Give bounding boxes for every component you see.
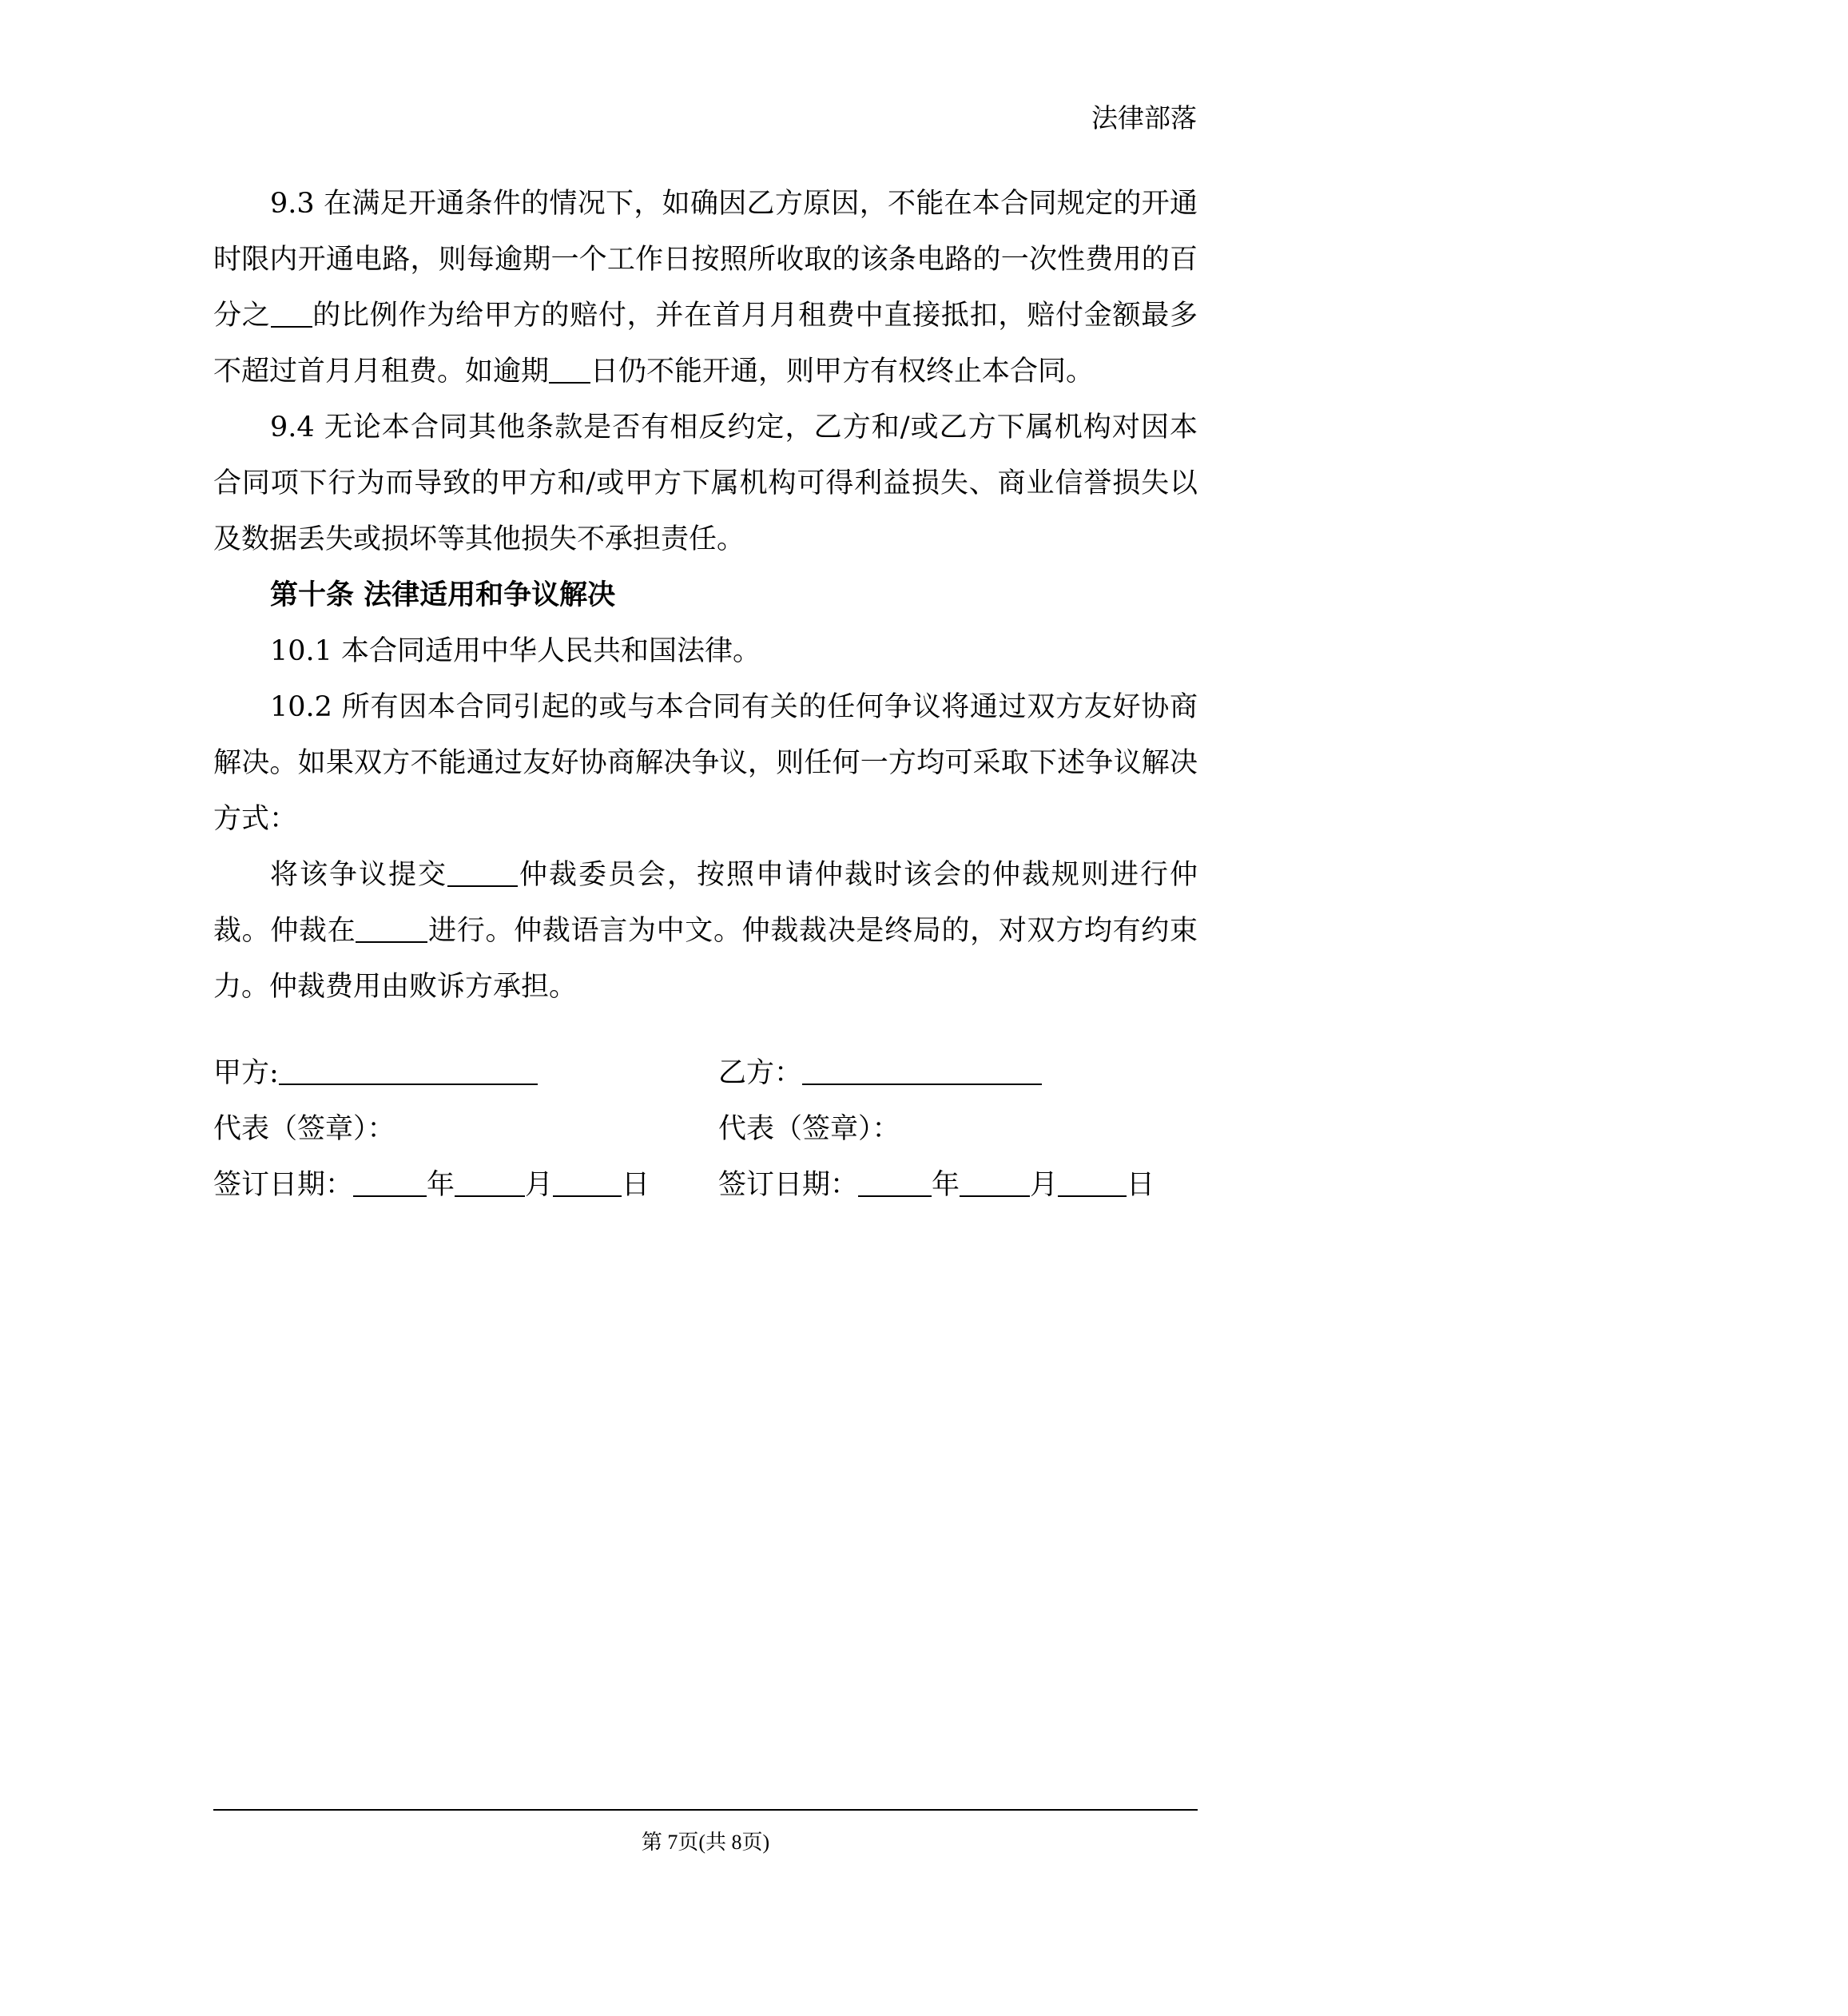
page-number: 第 7页(共 8页) (641, 1831, 770, 1854)
party-a-day-blank (553, 1166, 622, 1197)
party-a-name-blank (279, 1054, 538, 1085)
arbitration-part3: 进行。仲裁语言为中文。仲裁裁决是终局的，对双方均有约束力。仲裁费用由败诉方承担。 (213, 915, 1198, 1003)
clause-9-3-part2: 的比例作为给甲方的赔付，并在首月月租费中直接抵扣，赔付金额最多不超过首月月租费。如逾期 (213, 300, 1198, 388)
clause-9-3 (213, 176, 1198, 400)
party-a-day-label: 日 (622, 1169, 650, 1201)
party-b-date (718, 1157, 1155, 1213)
party-b-rep: 代表（签章）： (718, 1113, 900, 1145)
clause-9-3-part3: 日仍不能开通，则甲方有权终止本合同。 (590, 356, 1095, 388)
clause-9-4: 9.4 无论本合同其他条款是否有相反约定，乙方和/或乙方下属机构对因本合同项下行为而导致的甲方和/或甲方下属机构可得利益损失、商业信誉损失以及数据丢失或损坏等其他损失不承担责任。 (213, 412, 1198, 555)
contract-body (213, 176, 1198, 1015)
party-a-date (213, 1157, 650, 1213)
clause-10-2: 10.2 所有因本合同引起的或与本合同有关的任何争议将通过双方友好协商解决。如果双方不能通过友好协商解决争议，则任何一方均可采取下述争议解决方式： (213, 691, 1198, 835)
party-b-month-blank (960, 1166, 1030, 1197)
party-a-label: 甲方: (213, 1057, 279, 1089)
party-a-signature (213, 1045, 650, 1213)
arbitration-part1: 将该争议提交 (270, 859, 447, 891)
party-b-line (718, 1045, 1155, 1101)
party-b-day-blank (1058, 1166, 1127, 1197)
party-b-day-label: 日 (1127, 1169, 1155, 1201)
header-brand: 法律部落 (1091, 102, 1197, 133)
percentage-blank (271, 296, 312, 328)
party-b-year-blank (858, 1166, 932, 1197)
arbitration-place-blank (356, 912, 427, 943)
overdue-days-blank (549, 352, 590, 384)
party-a-date-label: 签订日期： (213, 1169, 354, 1201)
footer-divider (213, 1809, 1198, 1811)
party-a-year-label: 年 (427, 1169, 455, 1201)
party-b-signature (718, 1045, 1155, 1213)
party-b-month-label: 月 (1030, 1169, 1059, 1201)
party-a-year-blank (353, 1166, 427, 1197)
arbitration-part2: 仲裁委员会，按照申请仲裁时该会的仲裁规则进行仲裁。仲裁在 (213, 859, 1198, 947)
party-a-rep: 代表（签章）： (213, 1113, 395, 1145)
party-b-name-blank (802, 1054, 1042, 1085)
party-b-label: 乙方： (718, 1057, 803, 1089)
party-a-month-label: 月 (525, 1169, 554, 1201)
party-a-month-blank (455, 1166, 525, 1197)
clause-9-3-part1: 9.3 在满足开通条件的情况下，如确因乙方原因，不能在本合同规定的开通时限内开通电路，则每逾期一个工作日按照所收取的该条电路的一次性费用的百分之 (213, 188, 1198, 332)
article-10-title: 第十条 法律适用和争议解决 (270, 579, 616, 611)
arbitration-commission-blank (447, 856, 518, 887)
party-b-date-label: 签订日期： (718, 1169, 859, 1201)
clause-10-1: 10.1 本合同适用中华人民共和国法律。 (270, 635, 761, 667)
arbitration-clause (213, 847, 1198, 1015)
party-b-year-label: 年 (932, 1169, 960, 1201)
party-a-line (213, 1045, 650, 1101)
